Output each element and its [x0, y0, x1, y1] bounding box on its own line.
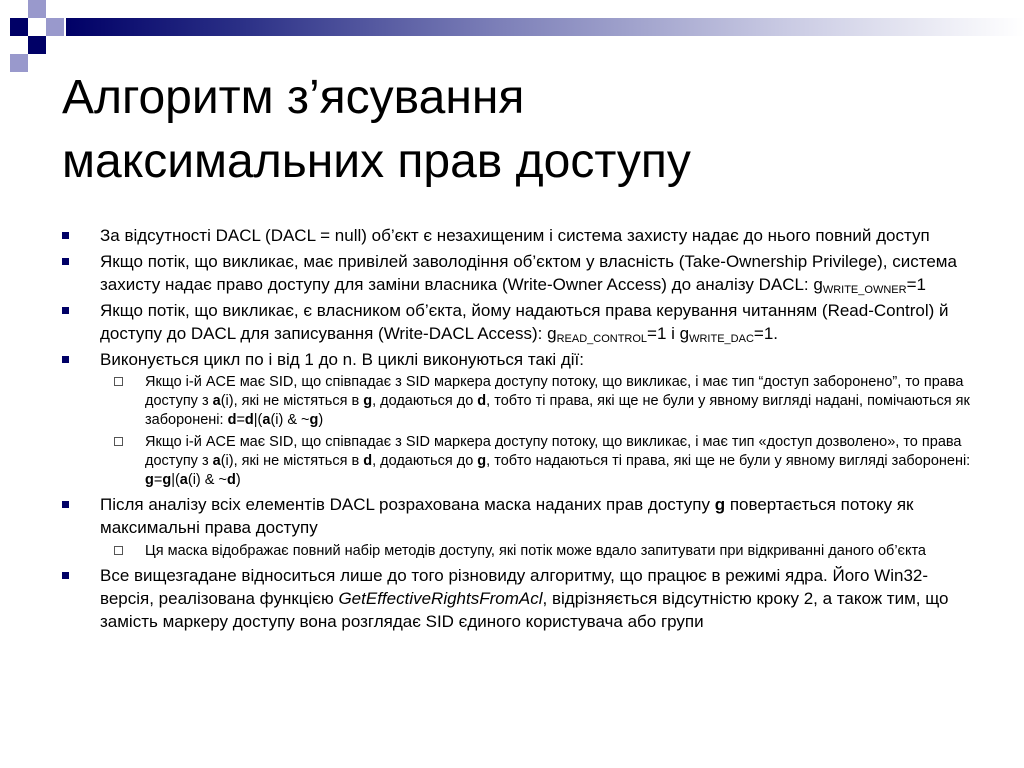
decor-square-light-2	[46, 18, 64, 36]
sub-bullet-4-2	[114, 433, 972, 490]
bullet-3-mid: =1 і g	[647, 324, 690, 343]
formula-a: a	[262, 412, 271, 428]
bullet-5-g: g	[714, 495, 726, 514]
sub-4-1-g: g	[363, 393, 373, 409]
bullet-6	[62, 564, 972, 633]
square-bullet-icon	[62, 356, 69, 363]
decor-square-light-1	[28, 0, 46, 18]
sub-4-2-text-1: Якщо i-й ACE має SID, що співпадає з SID маркера доступу потоку, що викликає, і має тип «доступ дозволено», то права доступу з	[145, 434, 962, 469]
sub-4-2-d: d	[363, 453, 373, 469]
bullet-3-subscript-2: WRITE_DAC	[689, 333, 754, 345]
hollow-square-bullet-icon	[114, 437, 123, 446]
formula-close: )	[235, 472, 241, 488]
bullet-3-subscript-1: READ_CONTROL	[556, 333, 648, 345]
square-bullet-icon	[62, 258, 69, 265]
title-line-2: максимальних прав доступу	[62, 135, 691, 188]
formula-g: g	[162, 472, 172, 488]
decor-square-light-3	[10, 54, 28, 72]
formula-or: |(	[253, 412, 263, 428]
bullet-3-text: Якщо потік, що викликає, є власником об’єкта, йому надаються права керування читанням (Read-Control) й доступу до DACL для записування (Write-DACL Access): g	[100, 301, 949, 343]
bullet-3-tail: =1.	[753, 324, 778, 343]
hollow-square-bullet-icon	[114, 377, 123, 386]
sub-bullet-4-1	[114, 373, 972, 430]
bullet-5-subitems	[114, 542, 972, 561]
formula-g: g	[145, 472, 154, 488]
bullet-2-subscript: WRITE_OWNER	[822, 284, 907, 296]
sub-4-2-text-4: , тобто надаються ті права, які ще не були у явному вигляді заборонені:	[486, 453, 971, 469]
bullet-2-tail: =1	[906, 275, 926, 294]
decor-square-dark-1	[10, 18, 28, 36]
formula-eq: =	[236, 412, 245, 428]
square-bullet-icon	[62, 307, 69, 314]
sub-4-1-d: d	[477, 393, 487, 409]
sub-4-2-a: a	[212, 453, 221, 469]
bullet-5	[62, 493, 972, 539]
sub-5-1-text: Ця маска відображає повний набір методів доступу, які потік може вдало запитувати при відкриванні даного об’єкта	[145, 543, 926, 559]
bullet-5-text-2: повертається потоку як максимальні права доступу	[100, 495, 914, 537]
bullet-6-text-1: Все вищезгадане відноситься лише до того різновиду алгоритму, що працює в режимі ядра. Його Win32-версія, реалізована функцією	[100, 566, 929, 608]
title-line-1: Алгоритм з’ясування	[62, 71, 525, 124]
sub-4-1-text-3: , додаються до	[372, 393, 478, 409]
sub-4-2-text-2: (i), які не містяться в	[220, 453, 364, 469]
decor-square-dark-2	[28, 36, 46, 54]
square-bullet-icon	[62, 501, 69, 508]
sub-4-1-text-2: (i), які не містяться в	[220, 393, 364, 409]
sub-4-1-a: a	[212, 393, 221, 409]
function-name: GetEffectiveRightsFromAcl	[338, 589, 543, 608]
square-bullet-icon	[62, 232, 69, 239]
bullet-6-text-2: , відрізняється відсутністю кроку 2, а також тим, що замість маркеру доступу вона розглядає SID єдиного користувача або групи	[100, 589, 949, 631]
sub-4-1-text-1: Якщо i-й ACE має SID, що співпадає з SID маркера доступу потоку, що викликає, і має тип “доступ заборонено”, то права доступу з	[145, 374, 964, 409]
header-gradient-band	[66, 18, 1024, 36]
bullet-4	[62, 348, 972, 371]
formula-d: d	[244, 412, 254, 428]
bullet-2-text: Якщо потік, що викликає, має привілей заволодіння об’єктом у власність (Take-Ownership Privilege), система захисту надає право доступу для заміни власника (Write-Owner Access) до аналізу DACL: g	[100, 252, 957, 294]
bullet-1	[62, 224, 972, 247]
bullet-4-text: Виконується цикл по i від 1 до n. В циклі виконуються такі дії:	[100, 350, 584, 369]
sub-bullet-5-1	[114, 542, 972, 561]
formula-eq: =	[153, 472, 163, 488]
sub-4-2-g: g	[477, 453, 487, 469]
slide-body	[62, 224, 972, 636]
hollow-square-bullet-icon	[114, 546, 123, 555]
formula-and-not: (i) & ~	[187, 472, 227, 488]
formula-or: |(	[171, 472, 180, 488]
formula-close: )	[318, 412, 324, 428]
bullet-5-text-1: Після аналізу всіх елементів DACL розрахована маска наданих прав доступу	[100, 495, 715, 514]
sub-4-2-text-3: , додаються до	[372, 453, 478, 469]
square-bullet-icon	[62, 572, 69, 579]
sub-4-1-text-4: , тобто ті права, які ще не були у явному вигляді надані, помічаються як заборонені:	[145, 393, 970, 428]
formula-g: g	[309, 412, 319, 428]
slide-title	[62, 66, 962, 194]
bullet-1-text: За відсутності DACL (DACL = null) об’єкт є незахищеним і система захисту надає до нього повний доступ	[100, 226, 930, 245]
bullet-4-subitems	[114, 373, 972, 490]
formula-d: d	[226, 472, 236, 488]
formula-a: a	[179, 472, 188, 488]
bullet-2	[62, 250, 972, 296]
formula-and-not: (i) & ~	[270, 412, 310, 428]
formula-d: d	[227, 412, 237, 428]
bullet-3	[62, 299, 972, 345]
